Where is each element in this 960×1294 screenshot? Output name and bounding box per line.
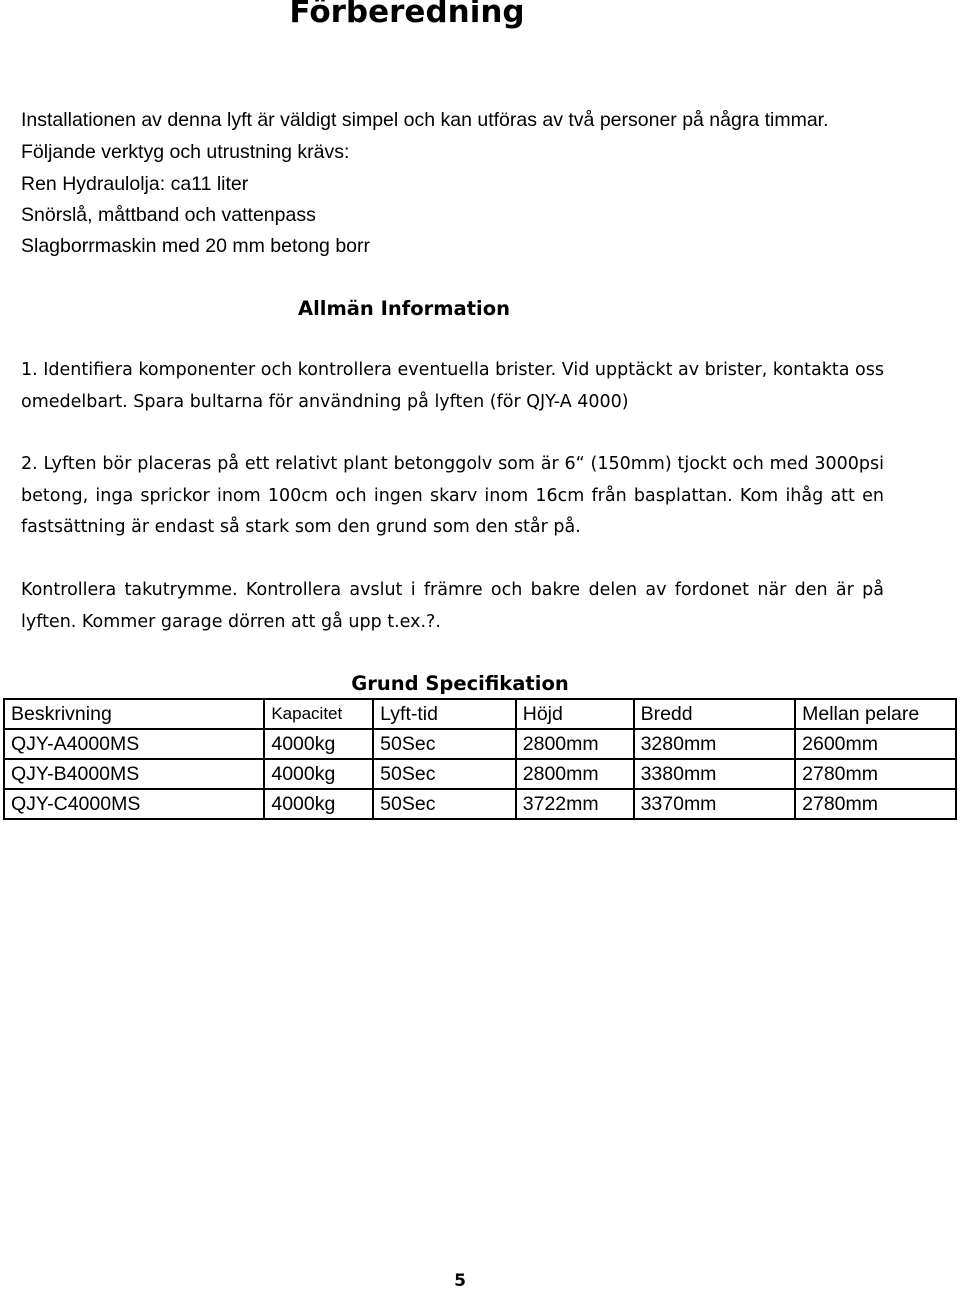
table-header-cell: Beskrivning — [4, 699, 264, 729]
table-header-cell: Lyft-tid — [373, 699, 516, 729]
table-cell: 3380mm — [634, 759, 796, 789]
table-cell: 50Sec — [373, 789, 516, 819]
table-header-cell: Mellan pelare — [795, 699, 956, 729]
table-cell: 2800mm — [516, 729, 634, 759]
table-cell: 4000kg — [264, 729, 373, 759]
table-cell: 50Sec — [373, 729, 516, 759]
page-number: 5 — [454, 1271, 466, 1291]
table-header-row — [4, 699, 956, 729]
paragraph-identify: 1. Identifiera komponenter och kontrollera eventuella brister. Vid upptäckt av brister, kontakta oss omedelbart. Spara bultarna för användning på lyften (för QJY-A 4000) — [21, 360, 884, 412]
paragraph-clearance: Kontrollera takutrymme. Kontrollera avslut i främre och bakre delen av fordonet när den är på lyften. Kommer garage dörren att gå upp t.ex.?. — [21, 580, 884, 632]
table-row — [4, 729, 956, 759]
intro-line: Installationen av denna lyft är väldigt simpel och kan utföras av två personer på några timmar. — [21, 109, 829, 131]
table-cell: 4000kg — [264, 789, 373, 819]
intro-line: Slagborrmaskin med 20 mm betong borr — [21, 235, 370, 257]
intro-line: Följande verktyg och utrustning krävs: — [21, 141, 350, 163]
table-row — [4, 789, 956, 819]
table-cell: 2780mm — [795, 789, 956, 819]
table-cell: 2780mm — [795, 759, 956, 789]
table-cell: 4000kg — [264, 759, 373, 789]
table-cell: 2600mm — [795, 729, 956, 759]
table-cell: QJY-C4000MS — [4, 789, 264, 819]
paragraph-floor: 2. Lyften bör placeras på ett relativt plant betonggolv som är 6“ (150mm) tjockt och med 3000psi betong, inga sprickor inom 100cm och ingen skarv inom 16cm från basplattan. Kom ihåg att en fastsättning är endast så stark som den grund som den står på. — [21, 454, 884, 537]
table-cell: 3370mm — [634, 789, 796, 819]
intro-line: Snörslå, måttband och vattenpass — [21, 204, 316, 226]
table-cell: 3722mm — [516, 789, 634, 819]
intro-line: Ren Hydraulolja: ca11 liter — [21, 173, 249, 195]
section-heading-spec: Grund Specifikation — [351, 672, 569, 695]
section-heading-general: Allmän Information — [297, 297, 510, 320]
table-header-cell: Höjd — [516, 699, 634, 729]
page-title: Förberedning — [289, 0, 525, 30]
table-header-cell: Bredd — [634, 699, 796, 729]
table-row — [4, 759, 956, 789]
table-header-cell: Kapacitet — [264, 699, 373, 729]
table-cell: 3280mm — [634, 729, 796, 759]
spec-table — [3, 698, 957, 820]
table-cell: 2800mm — [516, 759, 634, 789]
table-cell: 50Sec — [373, 759, 516, 789]
table-cell: QJY-A4000MS — [4, 729, 264, 759]
table-cell: QJY-B4000MS — [4, 759, 264, 789]
